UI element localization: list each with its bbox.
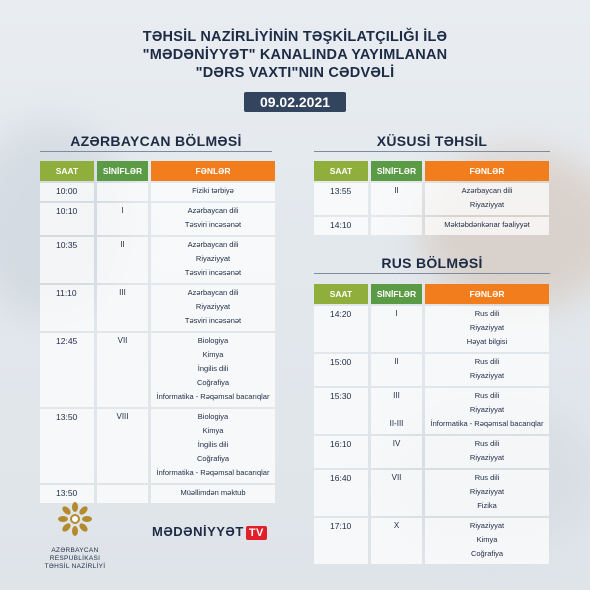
subject-item: Coğrafiya [470,549,504,558]
header-subjects: FƏNLƏR [425,284,549,304]
header-subjects: FƏNLƏR [425,161,549,181]
row-time: 13:50 [56,488,78,498]
subject-item: Azərbaycan dili [187,288,239,297]
subject-item: İngilis dili [197,440,229,449]
row-class: I [395,309,398,318]
header-time: SAAT [314,284,368,304]
ministry-line: TƏHSİL NAZİRLİYİ [44,563,106,570]
table-row [40,285,275,331]
subject-item: Riyaziyyat [469,487,505,496]
title-line: "DƏRS VAXTI"NIN CƏDVƏLİ [195,65,395,81]
page-title [0,28,590,82]
title-line: TƏHSİL NAZİRLİYİNİN TƏŞKİLATÇILIĞI İLƏ [142,29,448,45]
subject-item: Azərbaycan dili [461,186,513,195]
table-row [314,354,549,386]
row-time: 16:10 [330,439,352,449]
date-badge: 09.02.2021 [244,92,346,112]
subject-item: Fizika [477,501,497,510]
section-title-az: AZƏRBAYCAN BÖLMƏSİ [70,133,242,149]
subject-item: Coğrafiya [196,454,230,463]
ministry-name [30,547,120,571]
row-time: 10:10 [56,206,78,216]
table-row [40,485,275,503]
row-class: VII [391,473,402,482]
row-class: VII [117,336,128,345]
row-time: 16:40 [330,473,352,483]
table-row [40,333,275,407]
subject-item: Riyaziyyat [469,521,505,530]
subject-item: Həyat bilgisi [466,337,508,346]
header-class: SİNİFLƏR [371,161,422,181]
subject-item: Məktəbdənkənar fəaliyyət [444,220,530,229]
subject-item: İnformatika - Rəqəmsal bacarıqlar [156,392,270,401]
subject-item: İnformatika - Rəqəmsal bacarıqlar [430,419,544,428]
channel-logo [152,524,267,540]
subject-item: Rus dili [474,309,500,318]
table-cell [97,183,148,201]
subject-item: Rus dili [474,391,500,400]
subject-item: Azərbaycan dili [187,206,239,215]
subject-item: Riyaziyyat [195,254,231,263]
subject-item: Riyaziyyat [469,323,505,332]
subject-item: Rus dili [474,357,500,366]
subject-item: Təsviri incəsənət [184,316,242,325]
row-time: 10:00 [56,186,78,196]
table-cell [371,217,422,235]
subject-item: İngilis dili [197,364,229,373]
table-row [40,409,275,483]
tv-badge: TV [246,526,267,540]
section-divider [314,273,550,274]
channel-name: MƏDƏNİYYƏT [152,524,244,539]
subject-item: Riyaziyyat [469,371,505,380]
row-time: 13:55 [330,186,352,196]
row-time: 12:45 [56,336,78,346]
subject-item: Kimya [476,535,498,544]
table-row [314,436,549,468]
subject-item: Rus dili [474,439,500,448]
section-divider [314,151,550,152]
table-row [314,183,549,215]
row-class: II [394,357,399,366]
header-time: SAAT [314,161,368,181]
subject-item: İnformatika - Rəqəmsal bacarıqlar [156,468,270,477]
table-row [314,388,549,434]
subject-item: Kimya [202,350,224,359]
section-title-rus: RUS BÖLMƏSİ [381,255,483,271]
row-class: IV [392,439,401,448]
row-time: 15:00 [330,357,352,367]
table-row [314,306,549,352]
row-time: 11:10 [56,288,77,298]
subject-item: Coğrafiya [196,378,230,387]
title-line: "MƏDƏNİYYƏT" KANALINDA YAYIMLANAN [142,47,448,63]
table-row [314,470,549,516]
row-class: II [394,186,399,195]
row-time: 14:10 [330,220,352,230]
subject-item: Təsviri incəsənət [184,220,242,229]
row-class: II-III [389,419,404,428]
subject-item: Təsviri incəsənət [184,268,242,277]
ministry-line: AZƏRBAYCAN RESPUBLİKASI [49,547,101,562]
subject-item: Kimya [202,426,224,435]
row-class: II [120,240,125,249]
row-time: 15:30 [330,391,352,401]
table-row [314,217,549,235]
header-class: SİNİFLƏR [371,284,422,304]
row-time: 10:35 [56,240,78,250]
ministry-emblem-icon [58,502,92,536]
table-row [314,518,549,564]
section-title-special: XÜSUSİ TƏHSİL [376,133,488,149]
subject-item: Rus dili [474,473,500,482]
section-divider [40,151,272,152]
subject-item: Biologiya [197,336,229,345]
subject-item: Riyaziyyat [469,200,505,209]
table-row [40,203,275,235]
table-row [40,237,275,283]
row-time: 17:10 [330,521,352,531]
subject-item: Riyaziyyat [469,453,505,462]
row-time: 14:20 [330,309,352,319]
table-cell [97,485,148,503]
subject-item: Müəllimdən məktub [180,488,246,497]
subject-item: Fiziki tərbiyə [192,186,234,195]
subject-item: Riyaziyyat [195,302,231,311]
header-class: SİNİFLƏR [97,161,148,181]
row-class: VIII [116,412,129,421]
subject-item: Biologiya [197,412,229,421]
header-subjects: FƏNLƏR [151,161,275,181]
header-time: SAAT [40,161,94,181]
row-class: X [393,521,400,530]
row-class: III [119,288,126,297]
subject-item: Riyaziyyat [469,405,505,414]
subject-item: Azərbaycan dili [187,240,239,249]
table-row [40,183,275,201]
row-class: I [121,206,124,215]
row-class: III [393,391,400,400]
row-time: 13:50 [56,412,78,422]
